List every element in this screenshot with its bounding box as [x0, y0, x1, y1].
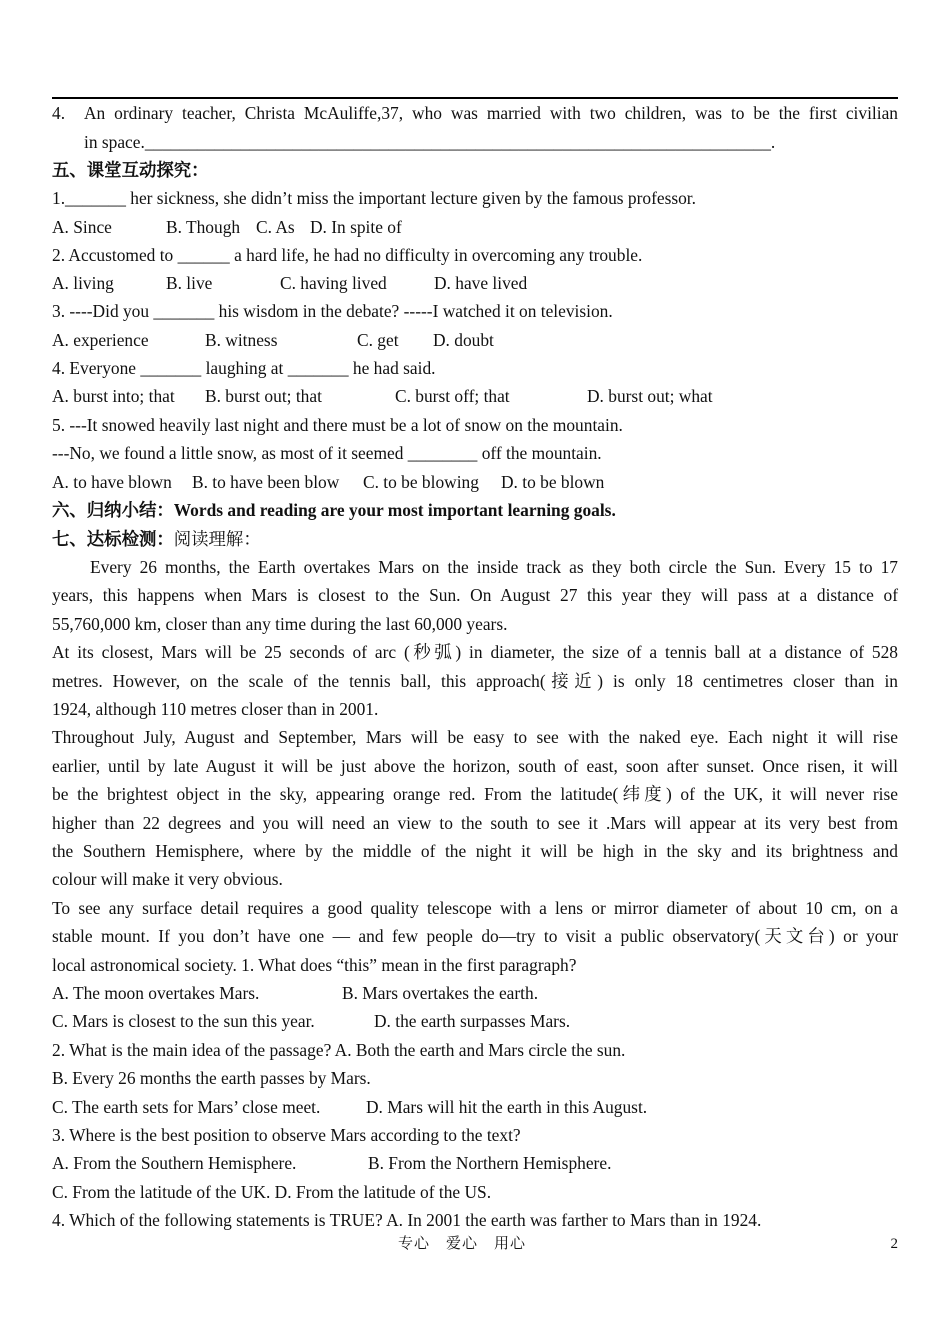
mc-question-3: 3. ----Did you _______ his wisdom in the debate? -----I watched it on television. [52, 301, 613, 321]
q4-line2: in space.________________________________________________________________________. [84, 132, 776, 152]
passage-line: earlier, until by late August it will be just above the horizon, south of east, soon after sunset. Once risen, it will [52, 756, 898, 776]
q4-number: 4. [52, 103, 66, 123]
option: A. burst into; that [52, 386, 175, 406]
section6 [52, 497, 898, 523]
page-number: 2 [890, 1236, 898, 1252]
mc-question-4: 4. Everyone _______ laughing at _______ he had said. [52, 358, 436, 378]
section6-label: 六、归纳小结： [52, 500, 174, 520]
option: B. burst out; that [205, 386, 322, 406]
header-rule [52, 97, 898, 99]
section5-title: 五、课堂互动探究： [52, 160, 209, 180]
passage-line: be the brightest object in the sky, appearing orange red. From the latitude(纬度) of the UK, it will never rise [52, 784, 898, 804]
mc-question-1-options [52, 214, 898, 240]
passage-line: stable mount. If you don’t have one — and few people do—try to visit a public observatory(天文台) or your [52, 926, 898, 946]
reading-q1-options-cd [52, 1008, 898, 1034]
reading-q2-options-cd [52, 1094, 898, 1120]
option: D. to be blown [501, 472, 605, 492]
reading-q2: 2. What is the main idea of the passage? A. Both the earth and Mars circle the sun. [52, 1040, 626, 1060]
option: D. doubt [433, 330, 494, 350]
option: D. burst out; what [587, 386, 713, 406]
option: B. Though [166, 217, 241, 237]
option: C. Mars is closest to the sun this year. [52, 1011, 315, 1031]
reading-q3-options-ab [52, 1150, 898, 1176]
mc-question-5a: 5. ---It snowed heavily last night and there must be a lot of snow on the mountain. [52, 415, 623, 435]
section7 [52, 526, 898, 552]
reading-q2-option-b: B. Every 26 months the earth passes by Mars. [52, 1068, 371, 1088]
section6-text: Words and reading are your most important learning goals. [173, 500, 616, 520]
option: C. burst off; that [395, 386, 510, 406]
mc-question-1: 1._______ her sickness, she didn’t miss the important lecture given by the famous professor. [52, 188, 696, 208]
section7-label: 七、达标检测： [52, 529, 174, 549]
option: A. Since [52, 217, 112, 237]
option: B. to have been blow [192, 472, 340, 492]
passage-line: Every 26 months, the Earth overtakes Mars on the inside track as they both circle the Sun. Every 15 to 17 [90, 557, 898, 577]
option: A. experience [52, 330, 149, 350]
option: A. living [52, 273, 114, 293]
option: B. live [166, 273, 213, 293]
passage-line: Throughout July, August and September, Mars will be easy to see with the naked eye. Each night it will rise [52, 727, 898, 747]
passage-line: colour will make it very obvious. [52, 869, 283, 889]
mc-question-4-options [52, 383, 898, 409]
option: C. get [357, 330, 399, 350]
passage-line: To see any surface detail requires a good quality telescope with a lens or mirror diameter of about 10 cm, on a [52, 898, 898, 918]
passage-line: local astronomical society. 1. What does “this” mean in the first paragraph? [52, 955, 577, 975]
option: C. The earth sets for Mars’ close meet. [52, 1097, 321, 1117]
passage-line: 1924, although 110 metres closer than in 2001. [52, 699, 379, 719]
page-footer [52, 1232, 898, 1256]
section7-sub: 阅读理解： [173, 529, 261, 549]
reading-q3: 3. Where is the best position to observe Mars according to the text? [52, 1125, 521, 1145]
mc-question-2-options [52, 270, 898, 296]
passage-line: years, this happens when Mars is closest to the Sun. On August 27 this year they will pass at a distance of [52, 585, 898, 605]
q4-line1 [52, 100, 898, 126]
passage-line: higher than 22 degrees and you will need an view to the south to see it .Mars will appear at its very best from [52, 813, 898, 833]
option: A. to have blown [52, 472, 172, 492]
option: D. In spite of [310, 217, 402, 237]
mc-question-2: 2. Accustomed to ______ a hard life, he had no difficulty in overcoming any trouble. [52, 245, 643, 265]
passage-line: the Southern Hemisphere, where by the middle of the night it will be high in the sky and its brightness and [52, 841, 898, 861]
option: A. From the Southern Hemisphere. [52, 1153, 297, 1173]
option: C. to be blowing [363, 472, 479, 492]
mc-question-3-options [52, 327, 898, 353]
option: B. From the Northern Hemisphere. [368, 1153, 612, 1173]
option: C. As [256, 217, 295, 237]
option: B. Mars overtakes the earth. [342, 983, 539, 1003]
reading-q1-options-ab [52, 980, 898, 1006]
option: D. have lived [434, 273, 528, 293]
option: D. Mars will hit the earth in this August. [366, 1097, 648, 1117]
passage-line: At its closest, Mars will be 25 seconds of arc (秒弧) in diameter, the size of a tennis ball at a distance of 528 [52, 642, 898, 662]
footer-motto: 专心 爱心 用心 [398, 1236, 527, 1252]
option: B. witness [205, 330, 278, 350]
option: D. the earth surpasses Mars. [374, 1011, 571, 1031]
mc-question-5b: ---No, we found a little snow, as most of it seemed ________ off the mountain. [52, 443, 602, 463]
q4-text: An ordinary teacher, Christa McAuliffe,37, who was married with two children, was to be the first civilian [83, 103, 898, 123]
reading-q3-options-cd: C. From the latitude of the UK. D. From the latitude of the US. [52, 1182, 492, 1202]
option: A. The moon overtakes Mars. [52, 983, 260, 1003]
passage-line: metres. However, on the scale of the tennis ball, this approach(接近) is only 18 centimetres closer than in [52, 671, 898, 691]
passage-line: 55,760,000 km, closer than any time during the last 60,000 years. [52, 614, 508, 634]
option: C. having lived [280, 273, 387, 293]
mc-question-5-options [52, 469, 898, 495]
reading-q4: 4. Which of the following statements is TRUE? A. In 2001 the earth was farther to Mars than in 1924. [52, 1210, 762, 1230]
